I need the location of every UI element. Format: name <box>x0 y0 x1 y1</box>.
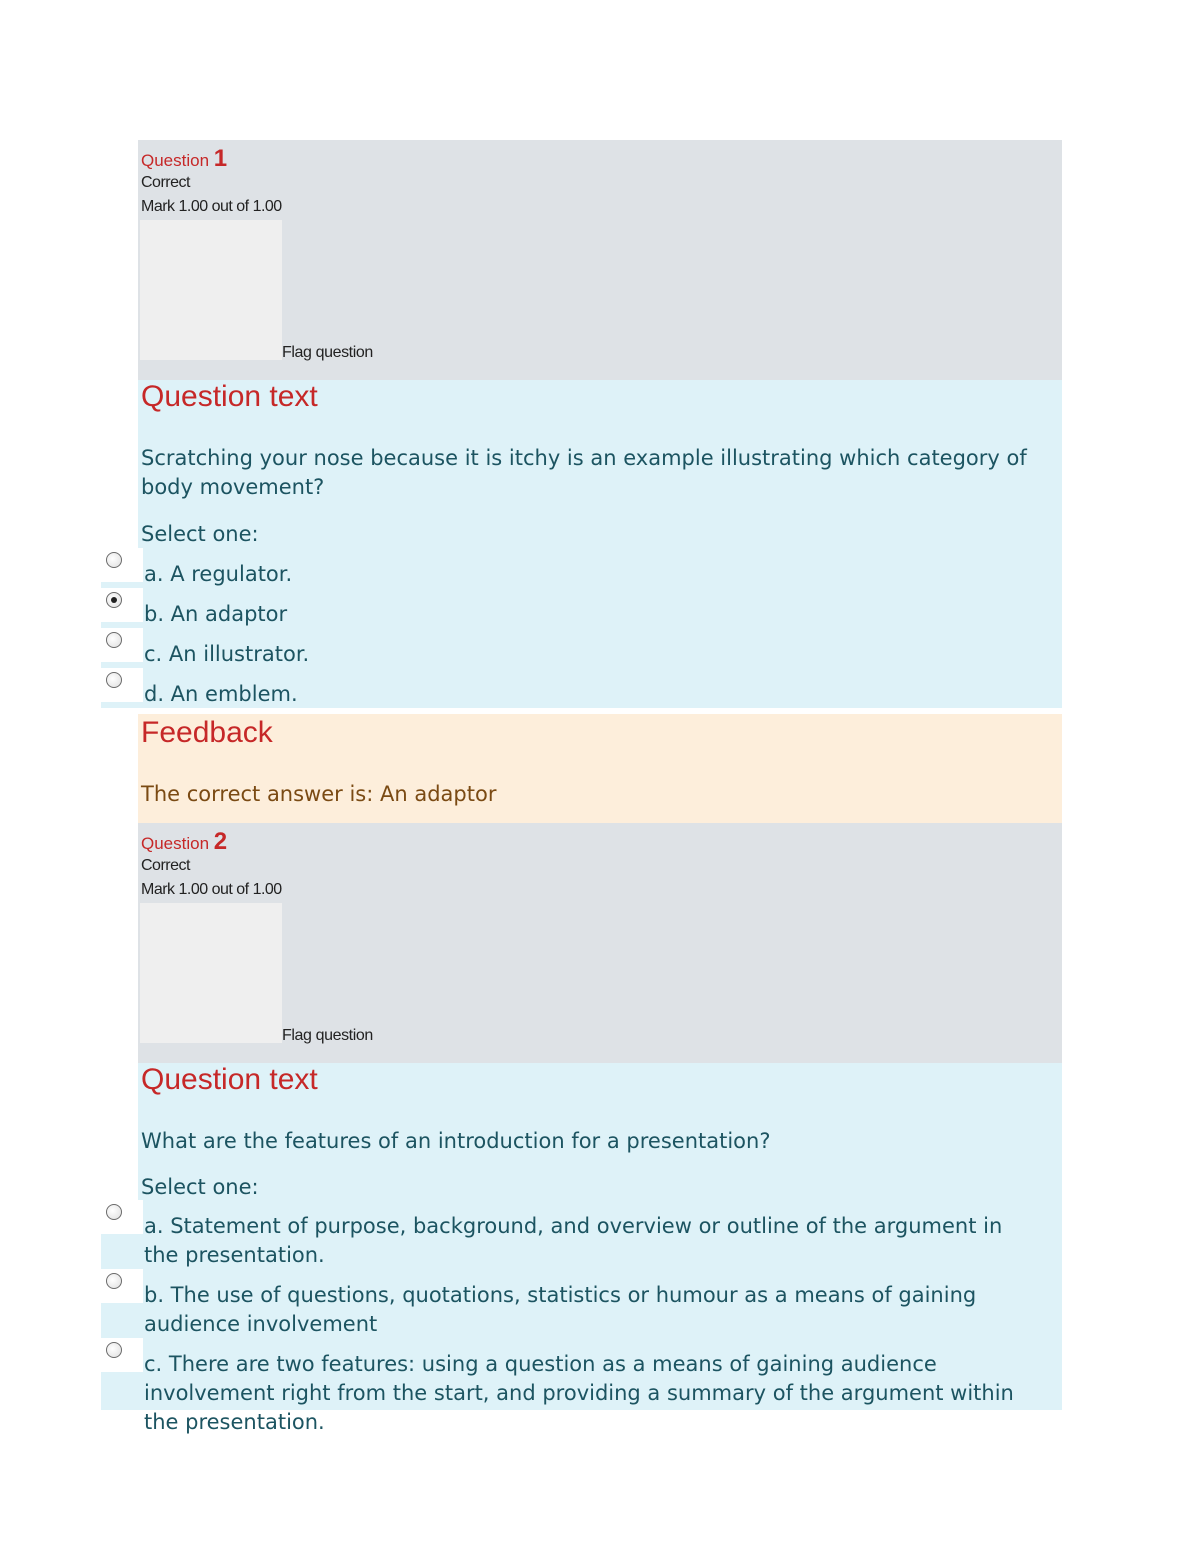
radio-button[interactable] <box>106 552 122 568</box>
radio-cell <box>101 668 143 702</box>
question-text: Scratching your nose because it is itchy is an example illustrating which category of body movement? <box>141 446 1027 499</box>
question-number-value: 1 <box>213 145 228 172</box>
radio-button[interactable] <box>106 1273 122 1289</box>
question-text-heading: Question text <box>141 380 318 413</box>
radio-cell <box>101 628 143 662</box>
flag-icon[interactable] <box>140 903 282 1043</box>
radio-cell <box>101 1200 143 1234</box>
answer-option-b[interactable] <box>101 588 1062 628</box>
answer-option-a[interactable] <box>101 548 1062 588</box>
question-2-info <box>138 823 1062 1063</box>
select-one-prompt: Select one: <box>141 1175 259 1199</box>
question-grade: Mark 1.00 out of 1.00 <box>141 198 282 215</box>
answer-option-b[interactable] <box>101 1269 1062 1338</box>
question-state: Correct <box>141 174 190 191</box>
answer-option-c[interactable] <box>101 1338 1062 1434</box>
radio-cell <box>101 548 143 582</box>
answer-label: a. Statement of purpose, background, and overview or outline of the argument in the presentation. <box>144 1214 1003 1267</box>
radio-button-checked[interactable] <box>106 592 122 608</box>
radio-button[interactable] <box>106 632 122 648</box>
question-prefix: Question <box>141 834 210 853</box>
answer-option-c[interactable] <box>101 628 1062 668</box>
answer-label: d. An emblem. <box>144 682 298 706</box>
answer-label: b. The use of questions, quotations, statistics or humour as a means of gaining audience involvement <box>144 1283 977 1336</box>
radio-cell <box>101 1269 143 1303</box>
select-one-prompt: Select one: <box>141 522 259 546</box>
radio-button[interactable] <box>106 1342 122 1358</box>
gutter <box>101 380 138 548</box>
question-number <box>141 145 227 173</box>
answer-label: c. An illustrator. <box>144 642 310 666</box>
radio-button[interactable] <box>106 1204 122 1220</box>
gutter <box>101 1063 138 1200</box>
radio-button[interactable] <box>106 672 122 688</box>
question-1-formulation <box>101 380 1062 708</box>
question-text: What are the features of an introduction for a presentation? <box>141 1129 771 1153</box>
answer-option-d[interactable] <box>101 668 1062 708</box>
radio-cell <box>101 588 143 622</box>
answer-label: c. There are two features: using a question as a means of gaining audience involvement right from the start, and providing a summary of the argument within the presentation. <box>144 1352 1014 1434</box>
answer-option-a[interactable] <box>101 1200 1062 1269</box>
radio-cell <box>101 1338 143 1372</box>
question-1-info <box>138 140 1062 380</box>
answer-label: b. An adaptor <box>144 602 288 626</box>
question-2-formulation <box>101 1063 1062 1434</box>
question-number-value: 2 <box>213 828 228 855</box>
question-state: Correct <box>141 857 190 874</box>
question-1-feedback <box>138 714 1062 824</box>
answer-label: a. A regulator. <box>144 562 293 586</box>
flag-question-link[interactable]: Flag question <box>282 1027 373 1044</box>
question-number <box>141 828 227 856</box>
flag-question-link[interactable]: Flag question <box>282 344 373 361</box>
question-text-heading: Question text <box>141 1063 318 1096</box>
flag-icon[interactable] <box>140 220 282 360</box>
feedback-heading: Feedback <box>141 716 273 749</box>
question-grade: Mark 1.00 out of 1.00 <box>141 881 282 898</box>
feedback-text: The correct answer is: An adaptor <box>141 782 497 806</box>
question-prefix: Question <box>141 151 210 170</box>
